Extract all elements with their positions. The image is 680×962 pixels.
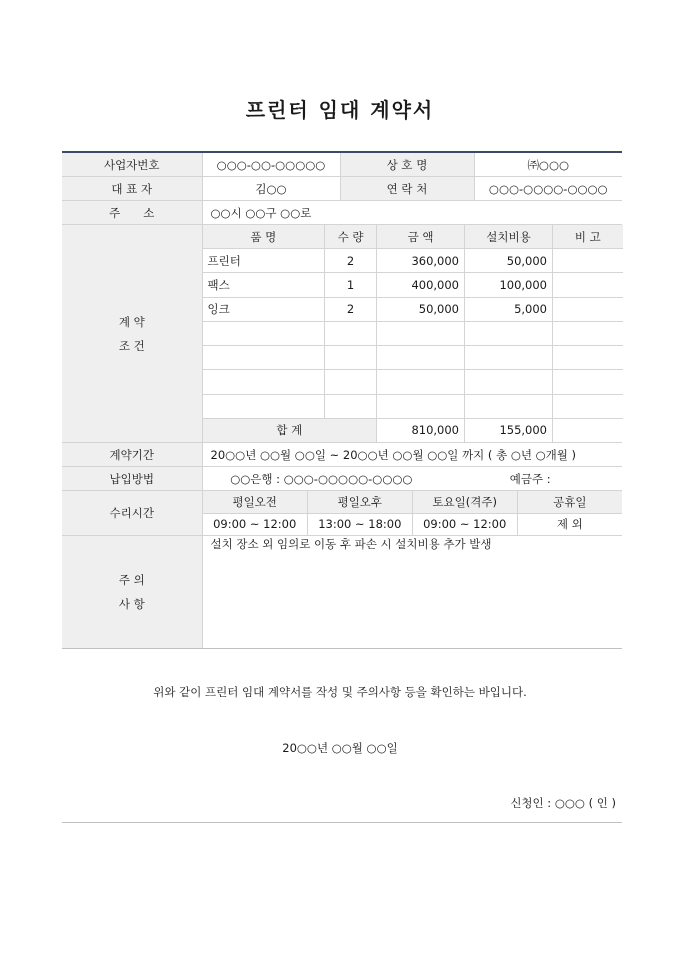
payment-label: 납입방법 xyxy=(62,467,202,491)
contact-label: 연 락 처 xyxy=(340,177,474,201)
table-row xyxy=(203,370,623,394)
bottom-divider xyxy=(62,822,622,823)
items-cell xyxy=(202,225,622,443)
terms-label-line1: 계 약 xyxy=(118,314,145,329)
repair-header-saturday: 토요일(격주) xyxy=(412,491,517,513)
document-title: 프린터 임대 계약서 xyxy=(245,98,435,122)
item-note xyxy=(553,297,623,321)
repair-holiday: 제 외 xyxy=(517,513,622,535)
item-amount: 400,000 xyxy=(377,273,465,297)
item-note xyxy=(553,321,623,345)
item-name: 잉크 xyxy=(203,297,325,321)
item-qty xyxy=(325,394,377,418)
item-note xyxy=(553,249,623,273)
items-header-qty: 수 량 xyxy=(325,225,377,249)
items-header-install: 설치비용 xyxy=(465,225,553,249)
business-no-label: 사업자번호 xyxy=(62,152,202,177)
item-install xyxy=(465,394,553,418)
contract-table xyxy=(62,151,622,649)
item-qty: 2 xyxy=(325,297,377,321)
items-header-amount: 금 액 xyxy=(377,225,465,249)
representative-label: 대 표 자 xyxy=(62,177,202,201)
applicant-signature: 신청인 : ○○○ ( 인 ) xyxy=(510,796,616,810)
item-amount: 50,000 xyxy=(377,297,465,321)
repair-table xyxy=(203,491,623,535)
table-row xyxy=(203,321,623,345)
item-qty xyxy=(325,370,377,394)
representative-value: 김○○ xyxy=(202,177,340,201)
repair-header-weekday-am: 평일오전 xyxy=(203,491,308,513)
repair-header-holiday: 공휴일 xyxy=(517,491,622,513)
payment-holder: 예금주 : xyxy=(509,471,551,486)
item-note xyxy=(553,346,623,370)
item-qty xyxy=(325,346,377,370)
table-row xyxy=(203,249,623,273)
notice-label-line1: 주 의 xyxy=(118,573,145,587)
items-table xyxy=(203,225,623,442)
item-name xyxy=(203,370,325,394)
business-no-value: ○○○-○○-○○○○○ xyxy=(202,152,340,177)
items-total-label: 합 계 xyxy=(203,418,377,442)
item-install xyxy=(465,370,553,394)
items-total-note xyxy=(553,418,623,442)
repair-weekday-am: 09:00 ~ 12:00 xyxy=(213,517,297,532)
item-amount: 360,000 xyxy=(377,249,465,273)
item-name xyxy=(203,346,325,370)
repair-label: 수리시간 xyxy=(62,491,202,536)
contact-value: ○○○-○○○○-○○○○ xyxy=(474,177,622,201)
item-amount xyxy=(377,321,465,345)
item-name xyxy=(203,394,325,418)
item-install xyxy=(465,346,553,370)
period-value: 20○○년 ○○월 ○○일 ~ 20○○년 ○○월 ○○일 까지 ( 총 ○년 ○개월 ) xyxy=(202,443,622,467)
item-note xyxy=(553,370,623,394)
contract-date: 20○○년 ○○월 ○○일 xyxy=(282,741,398,755)
items-total-row xyxy=(203,418,623,442)
item-install: 100,000 xyxy=(465,273,553,297)
items-header-note: 비 고 xyxy=(553,225,623,249)
company-label: 상 호 명 xyxy=(340,152,474,177)
item-note xyxy=(553,273,623,297)
item-note xyxy=(553,394,623,418)
item-amount xyxy=(377,394,465,418)
repair-header-weekday-pm: 평일오후 xyxy=(307,491,412,513)
items-total-install: 155,000 xyxy=(465,418,553,442)
terms-label-line2: 조 건 xyxy=(118,338,145,353)
item-name xyxy=(203,321,325,345)
table-row xyxy=(203,346,623,370)
table-row xyxy=(203,394,623,418)
notice-label-line2: 사 항 xyxy=(118,597,145,611)
table-row xyxy=(203,297,623,321)
item-qty xyxy=(325,321,377,345)
item-qty: 2 xyxy=(325,249,377,273)
confirmation-statement: 위와 같이 프린터 임대 계약서를 작성 및 주의사항 등을 확인하는 바입니다. xyxy=(153,685,527,699)
item-amount xyxy=(377,370,465,394)
address-value: ○○시 ○○구 ○○로 xyxy=(202,201,622,225)
notice-value: 설치 장소 외 임의로 이동 후 파손 시 설치비용 추가 발생 xyxy=(202,536,622,649)
items-total-amount: 810,000 xyxy=(377,418,465,442)
repair-cell xyxy=(202,491,622,536)
notice-label xyxy=(62,536,202,649)
repair-saturday: 09:00 ~ 12:00 xyxy=(412,513,517,535)
address-label: 주 소 xyxy=(62,201,202,225)
item-amount xyxy=(377,346,465,370)
period-label: 계약기간 xyxy=(62,443,202,467)
items-header-name: 품 명 xyxy=(203,225,325,249)
terms-label xyxy=(62,225,202,443)
item-name: 프린터 xyxy=(203,249,325,273)
table-row xyxy=(203,273,623,297)
company-value: ㈜○○○ xyxy=(474,152,622,177)
payment-value xyxy=(202,467,622,491)
item-install xyxy=(465,321,553,345)
repair-weekday-pm: 13:00 ~ 18:00 xyxy=(307,513,412,535)
item-install: 50,000 xyxy=(465,249,553,273)
item-install: 5,000 xyxy=(465,297,553,321)
payment-bank: ○○은행 : ○○○-○○○○○-○○○○ xyxy=(230,471,413,486)
item-name: 팩스 xyxy=(203,273,325,297)
item-qty: 1 xyxy=(325,273,377,297)
